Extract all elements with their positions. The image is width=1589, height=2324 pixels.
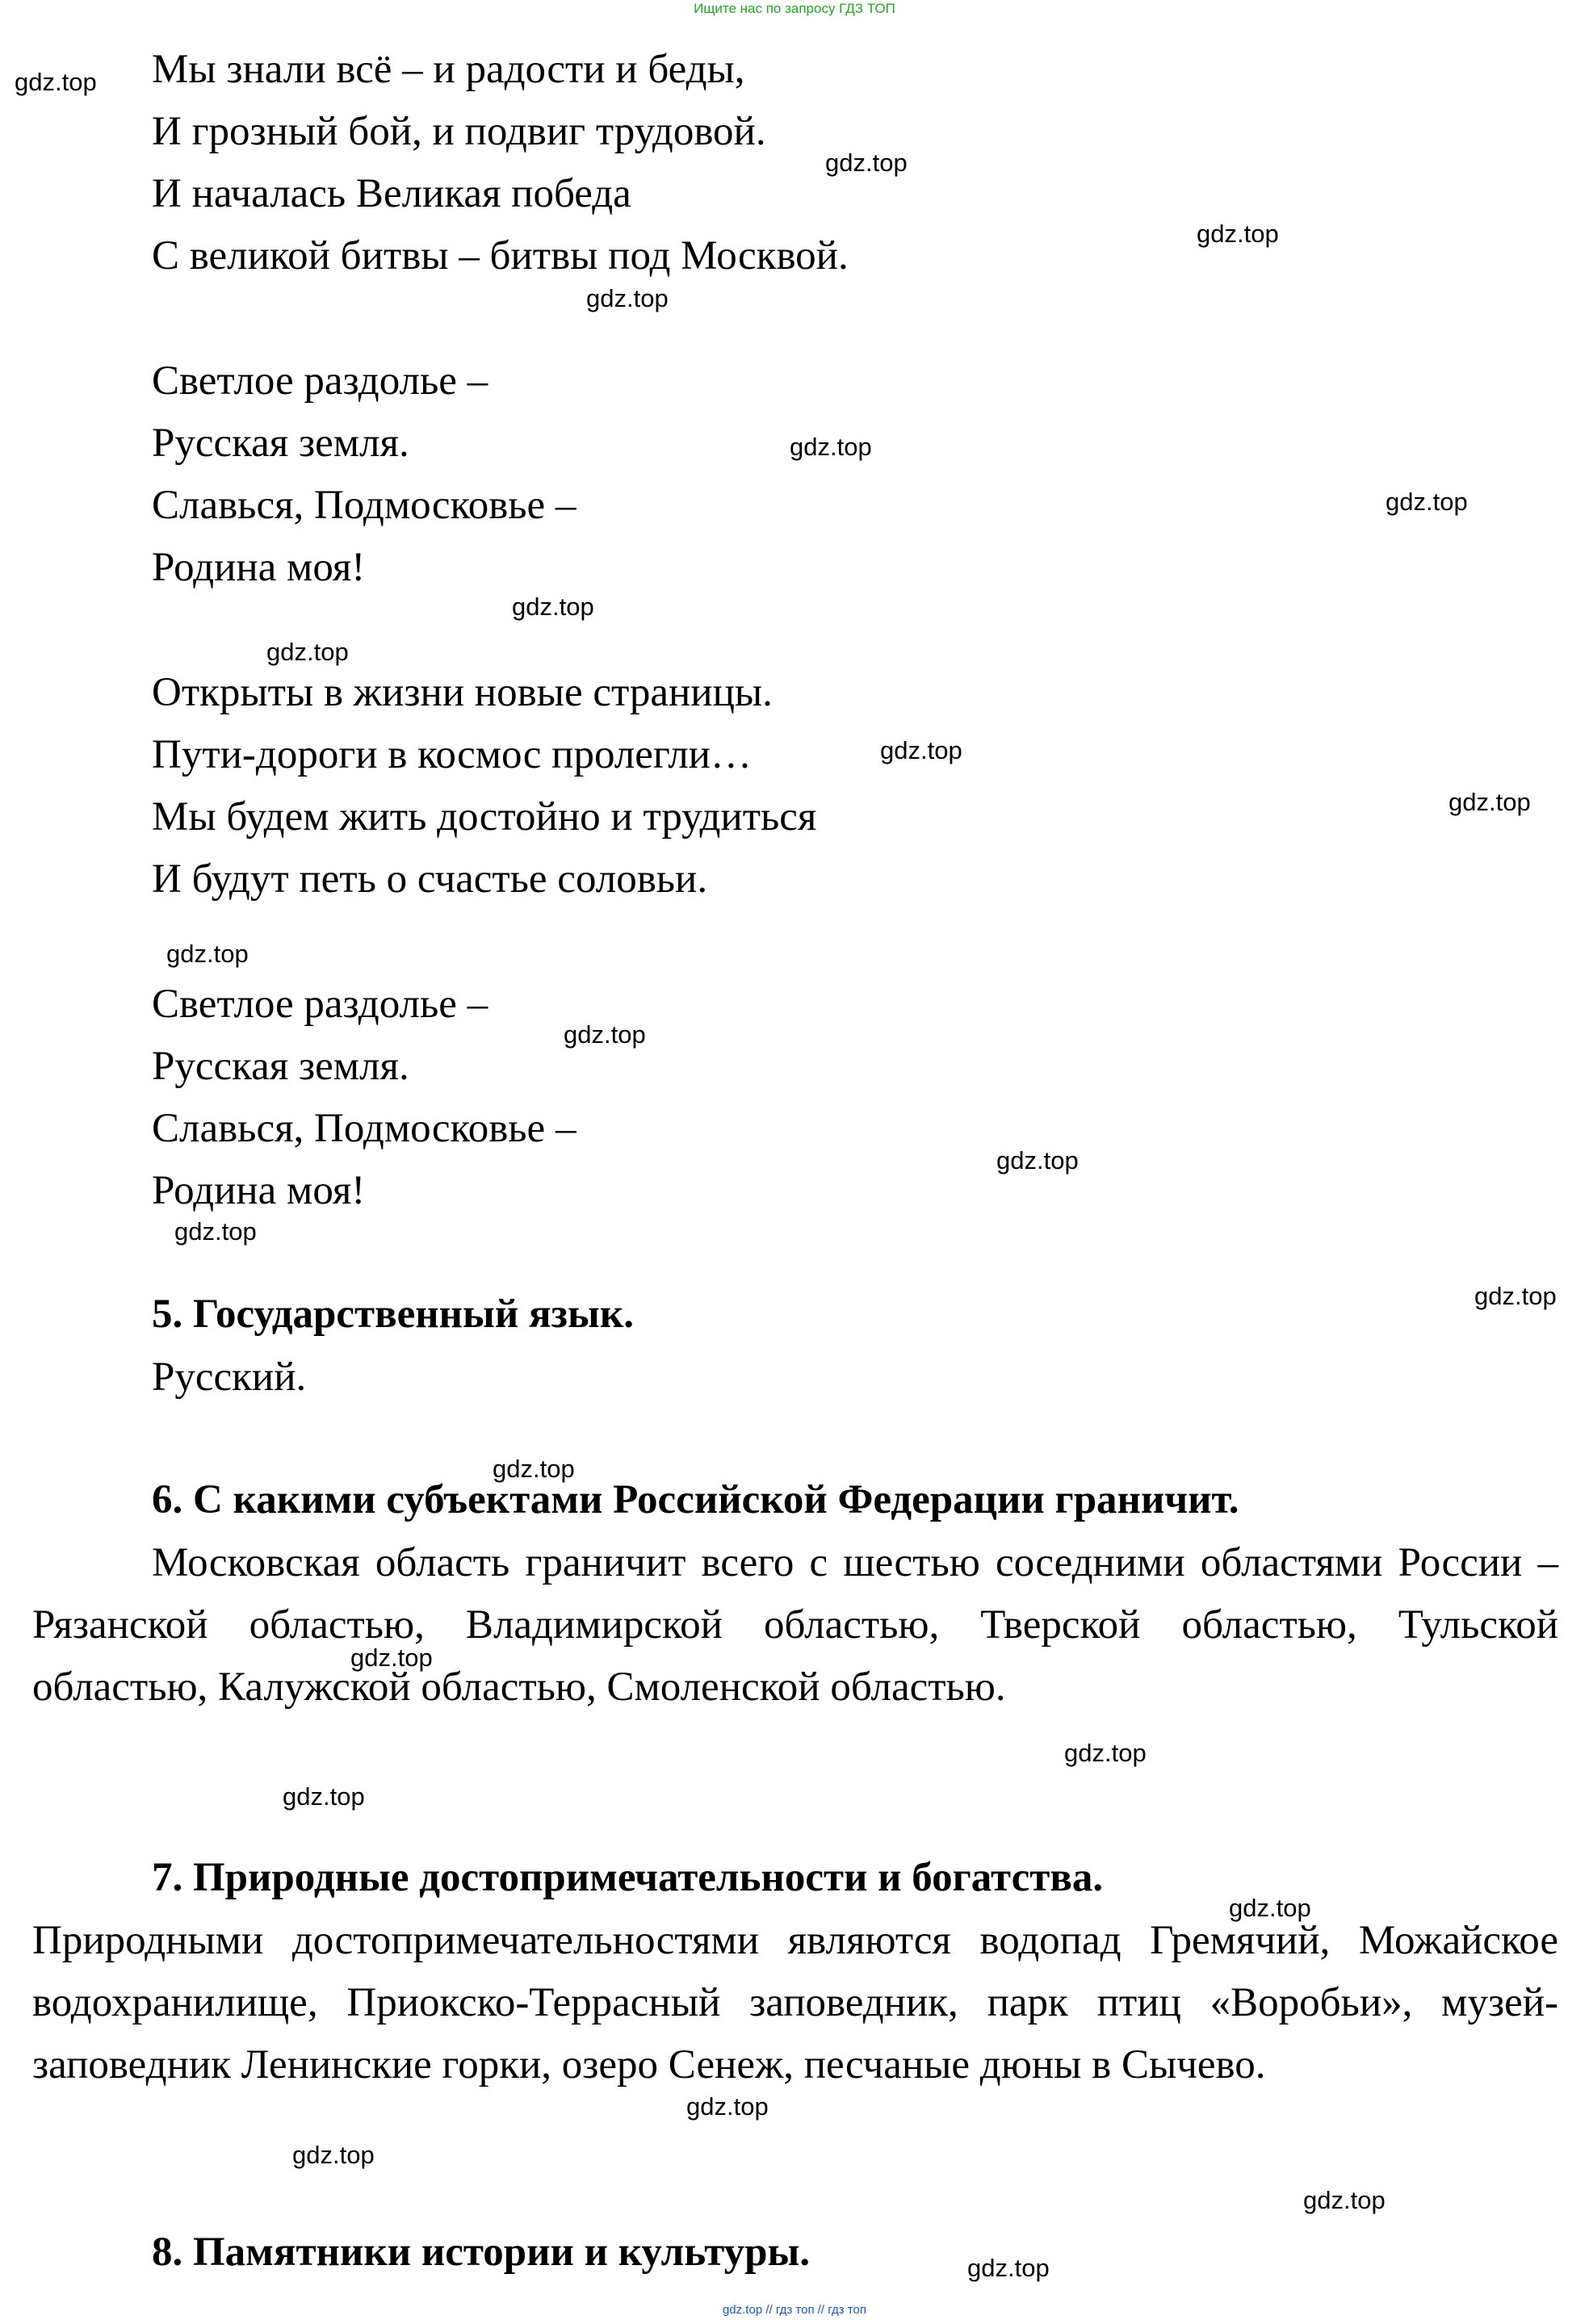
section-5-text: Русский. [152,1355,307,1400]
watermark: gdz.top [790,433,872,461]
poem-line: И началась Великая победа [152,171,631,216]
poem-line: И грозный бой, и подвиг трудовой. [152,109,766,154]
watermark: gdz.top [1303,2186,1386,2214]
section-6-heading: 6. С какими субъектами Российской Федерации граничит. [152,1477,1239,1522]
watermark: gdz.top [1386,488,1468,516]
watermark: gdz.top [1197,220,1279,248]
section-7-text: Природными достопримечательностями являются водопад Гремячий, Можайское водохранилище, Приокско-Террасный заповедник, парк птиц «Воробьи», музей-заповедник Ленинские горки, озеро Сенеж, песчаные дюны в Сычево. [32,1918,1558,2087]
poem-line: Родина моя! [152,545,366,590]
watermark: gdz.top [1474,1282,1557,1310]
poem-line: Русская земля. [152,1044,409,1089]
poem-line: Родина моя! [152,1168,366,1213]
watermark: gdz.top [266,638,349,666]
watermark: gdz.top [15,68,97,96]
poem-line: Светлое раздолье – [152,982,488,1027]
poem-chorus-1 [152,350,576,599]
section-6-text: Московская область граничит всего с шестью соседними областями России – Рязанской областью, Владимирской областью, Тверской областью, Тульской областью, Калужской областью, Смоленской областью. [32,1540,1558,1710]
poem-line: С великой битвы – битвы под Москвой. [152,233,849,278]
poem-line: Открыты в жизни новые страницы. [152,670,773,715]
watermark: gdz.top [1449,788,1531,816]
watermark: gdz.top [996,1146,1079,1175]
poem-stanza-2 [152,662,816,911]
section-8-heading: 8. Памятники истории и культуры. [152,2230,811,2275]
poem-line: Русская земля. [152,421,409,466]
poem-line: Славься, Подмосковье – [152,1106,576,1151]
section-5-heading: 5. Государственный язык. [152,1292,635,1337]
watermark: gdz.top [880,736,962,764]
watermark: gdz.top [825,149,908,177]
watermark: gdz.top [166,940,249,968]
poem-line: Светлое раздолье – [152,358,488,404]
watermark: gdz.top [512,593,594,621]
watermark: gdz.top [1064,1739,1147,1767]
watermark: gdz.top [493,1455,575,1483]
watermark: gdz.top [292,2141,375,2169]
poem-line: Пути-дороги в космос пролегли… [152,732,752,777]
watermark: gdz.top [174,1217,257,1246]
poem-line: Мы будем жить достойно и трудиться [152,794,817,840]
watermark: gdz.top [686,2092,769,2121]
poem-stanza-1 [152,39,849,287]
section-7-heading: 7. Природные достопримечательности и богатства. [152,1855,1104,1900]
watermark: gdz.top [564,1020,646,1049]
bottom-banner: gdz.top // гдз топ // гдз топ [722,2303,867,2317]
poem-line: Мы знали всё – и радости и беды, [152,47,745,92]
watermark: gdz.top [967,2254,1050,2282]
watermark: gdz.top [283,1782,365,1811]
poem-line: Славься, Подмосковье – [152,483,576,528]
watermark: gdz.top [586,284,669,312]
poem-chorus-2 [152,974,576,1222]
top-banner: Ищите нас по запросу ГДЗ ТОП [694,1,895,16]
watermark: gdz.top [1229,1894,1311,1922]
poem-line: И будут петь о счастье соловьи. [152,856,708,902]
watermark: gdz.top [350,1644,433,1672]
